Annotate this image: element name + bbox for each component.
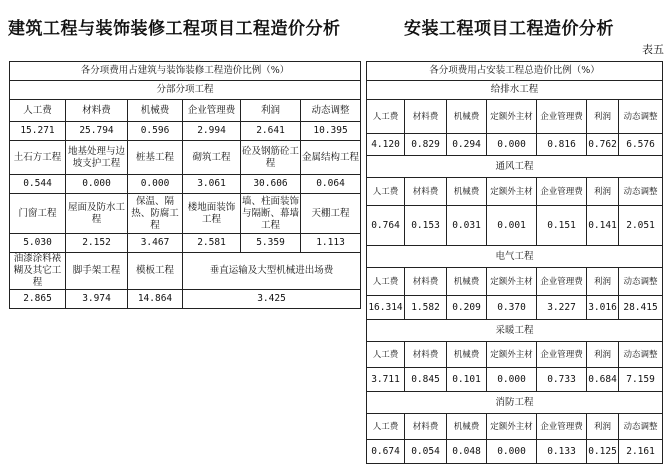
building-cost-table — [9, 61, 361, 309]
value-cell: 2.994 — [183, 122, 241, 141]
label-cell: 机械费 — [447, 342, 487, 368]
label-cell: 墙、柱面装饰与隔断、幕墙工程 — [241, 194, 301, 234]
label-cell: 材料费 — [405, 100, 447, 134]
value-cell: 0.733 — [537, 368, 587, 392]
label-cell: 油漆涂料裱糊及其它工程 — [10, 253, 66, 290]
value-cell: 14.864 — [128, 290, 183, 309]
label-cell: 定额外主材 — [487, 100, 537, 134]
value-cell: 2.865 — [10, 290, 66, 309]
value-cell: 0.764 — [367, 206, 405, 246]
value-cell: 0.209 — [447, 296, 487, 320]
label-cell: 机械费 — [447, 414, 487, 440]
value-cell: 2.641 — [241, 122, 301, 141]
label-cell: 企业管理费 — [183, 100, 241, 122]
value-cell: 0.001 — [487, 206, 537, 246]
table-number: 表五 — [642, 43, 664, 56]
label-cell: 土石方工程 — [10, 141, 66, 175]
label-cell: 机械费 — [128, 100, 183, 122]
value-cell: 0.153 — [405, 206, 447, 246]
value-cell: 0.141 — [587, 206, 619, 246]
label-cell: 利润 — [587, 342, 619, 368]
label-cell: 企业管理费 — [537, 414, 587, 440]
label-cell: 保温、隔热、防腐工程 — [128, 194, 183, 234]
value-cell: 0.000 — [487, 368, 537, 392]
label-cell: 动态调整 — [619, 100, 663, 134]
value-cell: 6.576 — [619, 134, 663, 156]
label-cell: 利润 — [587, 414, 619, 440]
value-cell: 3.425 — [183, 290, 361, 309]
value-cell: 0.000 — [487, 134, 537, 156]
value-cell: 3.467 — [128, 234, 183, 253]
label-cell: 定额外主材 — [487, 178, 537, 206]
value-cell: 2.051 — [619, 206, 663, 246]
value-cell: 3.711 — [367, 368, 405, 392]
label-cell: 企业管理费 — [537, 100, 587, 134]
label-cell: 脚手架工程 — [66, 253, 128, 290]
value-cell: 7.159 — [619, 368, 663, 392]
label-cell: 楼地面装饰工程 — [183, 194, 241, 234]
label-cell: 动态调整 — [619, 268, 663, 296]
value-cell: 0.674 — [367, 440, 405, 464]
left-section-title: 分部分项工程 — [10, 81, 361, 100]
left-title: 建筑工程与装饰装修工程项目工程造价分析 — [8, 19, 341, 39]
label-cell: 门窗工程 — [10, 194, 66, 234]
label-cell: 企业管理费 — [537, 178, 587, 206]
value-cell: 2.152 — [66, 234, 128, 253]
label-cell: 利润 — [241, 100, 301, 122]
value-cell: 5.030 — [10, 234, 66, 253]
section-title: 电气工程 — [367, 246, 663, 268]
value-cell: 0.544 — [10, 175, 66, 194]
label-cell: 动态调整 — [619, 342, 663, 368]
value-cell: 1.582 — [405, 296, 447, 320]
right-table-header: 各分项费用占安装工程总造价比例（%） — [367, 62, 663, 81]
value-cell: 0.151 — [537, 206, 587, 246]
value-cell: 0.064 — [301, 175, 361, 194]
label-cell: 模板工程 — [128, 253, 183, 290]
value-cell: 3.974 — [66, 290, 128, 309]
value-cell: 0.000 — [487, 440, 537, 464]
label-cell: 砼及钢筋砼工程 — [241, 141, 301, 175]
value-cell: 0.762 — [587, 134, 619, 156]
label-cell: 垂直运输及大型机械进出场费 — [183, 253, 361, 290]
section-title: 消防工程 — [367, 392, 663, 414]
installation-cost-table — [366, 61, 663, 464]
value-cell: 2.161 — [619, 440, 663, 464]
value-cell: 3.016 — [587, 296, 619, 320]
section-title: 通风工程 — [367, 156, 663, 178]
label-cell: 砌筑工程 — [183, 141, 241, 175]
value-cell: 0.031 — [447, 206, 487, 246]
value-cell: 1.113 — [301, 234, 361, 253]
value-cell: 2.581 — [183, 234, 241, 253]
label-cell: 利润 — [587, 178, 619, 206]
label-cell: 定额外主材 — [487, 342, 537, 368]
label-cell: 人工费 — [367, 268, 405, 296]
label-cell: 屋面及防水工程 — [66, 194, 128, 234]
value-cell: 0.370 — [487, 296, 537, 320]
label-cell: 金属结构工程 — [301, 141, 361, 175]
label-cell: 动态调整 — [301, 100, 361, 122]
label-cell: 人工费 — [10, 100, 66, 122]
label-cell: 机械费 — [447, 268, 487, 296]
value-cell: 0.125 — [587, 440, 619, 464]
label-cell: 材料费 — [66, 100, 128, 122]
value-cell: 28.415 — [619, 296, 663, 320]
label-cell: 企业管理费 — [537, 268, 587, 296]
value-cell: 3.227 — [537, 296, 587, 320]
label-cell: 利润 — [587, 100, 619, 134]
label-cell: 天棚工程 — [301, 194, 361, 234]
label-cell: 定额外主材 — [487, 414, 537, 440]
label-cell: 人工费 — [367, 100, 405, 134]
label-cell: 企业管理费 — [537, 342, 587, 368]
label-cell: 机械费 — [447, 100, 487, 134]
label-cell: 定额外主材 — [487, 268, 537, 296]
label-cell: 材料费 — [405, 414, 447, 440]
value-cell: 0.000 — [66, 175, 128, 194]
value-cell: 4.120 — [367, 134, 405, 156]
value-cell: 0.101 — [447, 368, 487, 392]
value-cell: 15.271 — [10, 122, 66, 141]
value-cell: 16.314 — [367, 296, 405, 320]
value-cell: 0.133 — [537, 440, 587, 464]
right-title: 安装工程项目工程造价分析 — [404, 19, 614, 39]
value-cell: 0.000 — [128, 175, 183, 194]
value-cell: 0.294 — [447, 134, 487, 156]
label-cell: 材料费 — [405, 178, 447, 206]
value-cell: 0.048 — [447, 440, 487, 464]
label-cell: 人工费 — [367, 342, 405, 368]
value-cell: 0.829 — [405, 134, 447, 156]
label-cell: 地基处理与边坡支护工程 — [66, 141, 128, 175]
value-cell: 3.061 — [183, 175, 241, 194]
label-cell: 桩基工程 — [128, 141, 183, 175]
value-cell: 0.684 — [587, 368, 619, 392]
label-cell: 材料费 — [405, 342, 447, 368]
value-cell: 0.845 — [405, 368, 447, 392]
value-cell: 0.816 — [537, 134, 587, 156]
label-cell: 人工费 — [367, 414, 405, 440]
value-cell: 0.596 — [128, 122, 183, 141]
label-cell: 动态调整 — [619, 178, 663, 206]
left-table-header: 各分项费用占建筑与装饰装修工程造价比例（%） — [10, 62, 361, 81]
value-cell: 5.359 — [241, 234, 301, 253]
label-cell: 人工费 — [367, 178, 405, 206]
value-cell: 0.054 — [405, 440, 447, 464]
label-cell: 材料费 — [405, 268, 447, 296]
label-cell: 利润 — [587, 268, 619, 296]
value-cell: 10.395 — [301, 122, 361, 141]
label-cell: 动态调整 — [619, 414, 663, 440]
value-cell: 30.606 — [241, 175, 301, 194]
label-cell: 机械费 — [447, 178, 487, 206]
value-cell: 25.794 — [66, 122, 128, 141]
section-title: 采暖工程 — [367, 320, 663, 342]
section-title: 给排水工程 — [367, 81, 663, 100]
